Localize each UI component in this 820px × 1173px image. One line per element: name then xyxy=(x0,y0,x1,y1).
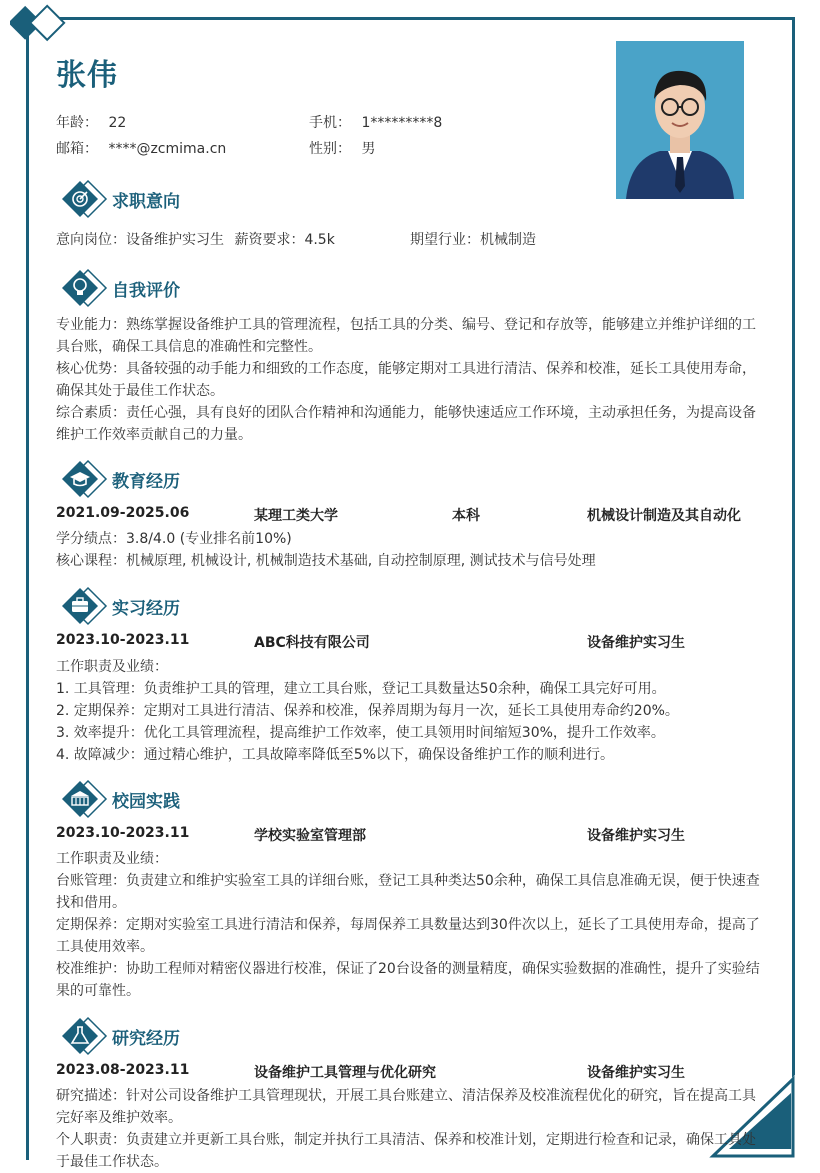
campus-detail-line: 校准维护：协助工程师对精密仪器进行校准，保证了20台设备的测量精度，确保实验数据的准确性，提升了实验结 xyxy=(56,961,760,977)
campus-detail-line: 工作职责及业绩： xyxy=(56,851,168,867)
gender-label: 性别： xyxy=(309,141,351,157)
research-detail-line: 研究描述：针对公司设备维护工具管理现状，开展工具台账建立、清洁保养及校准流程优化的研究，旨在提高工具 xyxy=(56,1088,756,1104)
research-role: 设备维护实习生 xyxy=(587,1065,685,1081)
research-detail-line: 于最佳工作状态。 xyxy=(56,1154,168,1170)
email-field xyxy=(56,138,226,158)
email-value: ****@zcmima.cn xyxy=(108,141,227,157)
phone-value: 1*********8 xyxy=(361,115,443,131)
intent-salary: 薪资要求：4.5k xyxy=(234,232,335,248)
phone-label: 手机： xyxy=(309,115,351,131)
profile-photo xyxy=(616,41,744,199)
intern-detail-line: 工作职责及业绩： xyxy=(56,659,168,675)
intent-position: 意向岗位：设备维护实习生 xyxy=(56,232,224,248)
building-icon xyxy=(56,779,108,819)
lightbulb-icon xyxy=(56,268,108,308)
frame-right-border xyxy=(792,17,795,1160)
self-eval-line: 核心优势：具备较强的动手能力和细致的工作态度，能够定期对工具进行清洁、保养和校准，延长工具使用寿命， xyxy=(56,361,756,377)
intern-role: 设备维护实习生 xyxy=(587,635,685,651)
age-field xyxy=(56,112,126,132)
edu-detail-line: 学分绩点：3.8/4.0 (专业排名前10%) xyxy=(56,531,292,547)
intern-detail-line: 1. 工具管理：负责维护工具的管理，建立工具台账，登记工具数量达50余种，确保工具完好可用。 xyxy=(56,681,666,697)
campus-detail-line: 工具使用效率。 xyxy=(56,939,154,955)
research-row xyxy=(56,1062,768,1084)
edu-degree: 本科 xyxy=(452,508,480,524)
research-detail-line: 个人职责：负责建立并更新工具台账，制定并执行工具清洁、保养和校准计划，定期进行检查和记录，确保工具处 xyxy=(56,1132,756,1148)
self-eval-line: 具台账，确保工具信息的准确性和完整性。 xyxy=(56,339,322,355)
flask-icon xyxy=(56,1016,108,1056)
section-title-intent: 求职意向 xyxy=(112,192,180,212)
intern-period: 2023.10-2023.11 xyxy=(56,632,190,648)
age-label: 年龄： xyxy=(56,115,98,131)
campus-detail-line: 台账管理：负责建立和维护实验室工具的详细台账，登记工具种类达50余种，确保工具信息准确无误，便于快速查 xyxy=(56,873,760,889)
intern-detail-line: 4. 故障减少：通过精心维护，工具故障率降低至5%以下，确保设备维护工作的顺利进行。 xyxy=(56,747,615,763)
edu-detail-line: 核心课程：机械原理, 机械设计, 机械制造技术基础, 自动控制原理, 测试技术与信号处理 xyxy=(56,553,596,569)
research-detail-line: 完好率及维护效率。 xyxy=(56,1110,182,1126)
campus-detail-line: 果的可靠性。 xyxy=(56,983,140,999)
edu-school: 某理工类大学 xyxy=(254,508,338,524)
intern-detail-line: 2. 定期保养：定期对工具进行清洁、保养和校准，保养周期为每月一次，延长工具使用寿命约20%。 xyxy=(56,703,679,719)
campus-row xyxy=(56,825,768,847)
briefcase-icon xyxy=(56,586,108,626)
frame-left-border xyxy=(26,17,29,1160)
gender-value: 男 xyxy=(361,141,376,157)
research-period: 2023.08-2023.11 xyxy=(56,1062,190,1078)
campus-org: 学校实验室管理部 xyxy=(254,828,366,844)
section-title-edu: 教育经历 xyxy=(112,472,180,492)
self-eval-line: 维护工作效率贡献自己的力量。 xyxy=(56,427,252,443)
campus-detail-line: 找和借用。 xyxy=(56,895,126,911)
education-row xyxy=(56,505,768,527)
edu-major: 机械设计制造及其自动化 xyxy=(587,508,741,524)
target-icon xyxy=(56,179,108,219)
self-eval-line: 确保其处于最佳工作状态。 xyxy=(56,383,224,399)
campus-role: 设备维护实习生 xyxy=(587,828,685,844)
self-eval-line: 综合素质：责任心强，具有良好的团队合作精神和沟通能力，能够快速适应工作环境，主动承担任务，为提高设备 xyxy=(56,405,756,421)
graduation-cap-icon xyxy=(56,459,108,499)
campus-period: 2023.10-2023.11 xyxy=(56,825,190,841)
internship-row xyxy=(56,632,768,654)
gender-field xyxy=(309,138,375,158)
phone-field xyxy=(309,112,442,132)
intern-detail-line: 3. 效率提升：优化工具管理流程，提高维护工作效率，使工具领用时间缩短30%，提升工作效率。 xyxy=(56,725,665,741)
frame-top-border xyxy=(26,17,794,20)
section-title-self: 自我评价 xyxy=(112,281,180,301)
email-label: 邮箱： xyxy=(56,141,98,157)
section-title-campus: 校园实践 xyxy=(112,792,180,812)
research-title: 设备维护工具管理与优化研究 xyxy=(254,1065,436,1081)
self-eval-line: 专业能力：熟练掌握设备维护工具的管理流程，包括工具的分类、编号、登记和存放等，能够建立并维护详细的工 xyxy=(56,317,756,333)
section-title-research: 研究经历 xyxy=(112,1029,180,1049)
candidate-name: 张伟 xyxy=(56,58,118,93)
section-title-intern: 实习经历 xyxy=(112,599,180,619)
intent-row xyxy=(56,229,768,251)
edu-period: 2021.09-2025.06 xyxy=(56,505,190,521)
age-value: 22 xyxy=(108,115,127,131)
corner-diamond-decoration xyxy=(10,4,90,44)
campus-detail-line: 定期保养：定期对实验室工具进行清洁和保养，每周保养工具数量达到30件次以上，延长了工具使用寿命，提高了 xyxy=(56,917,760,933)
intent-industry: 期望行业：机械制造 xyxy=(410,232,536,248)
intern-org: ABC科技有限公司 xyxy=(254,635,370,651)
